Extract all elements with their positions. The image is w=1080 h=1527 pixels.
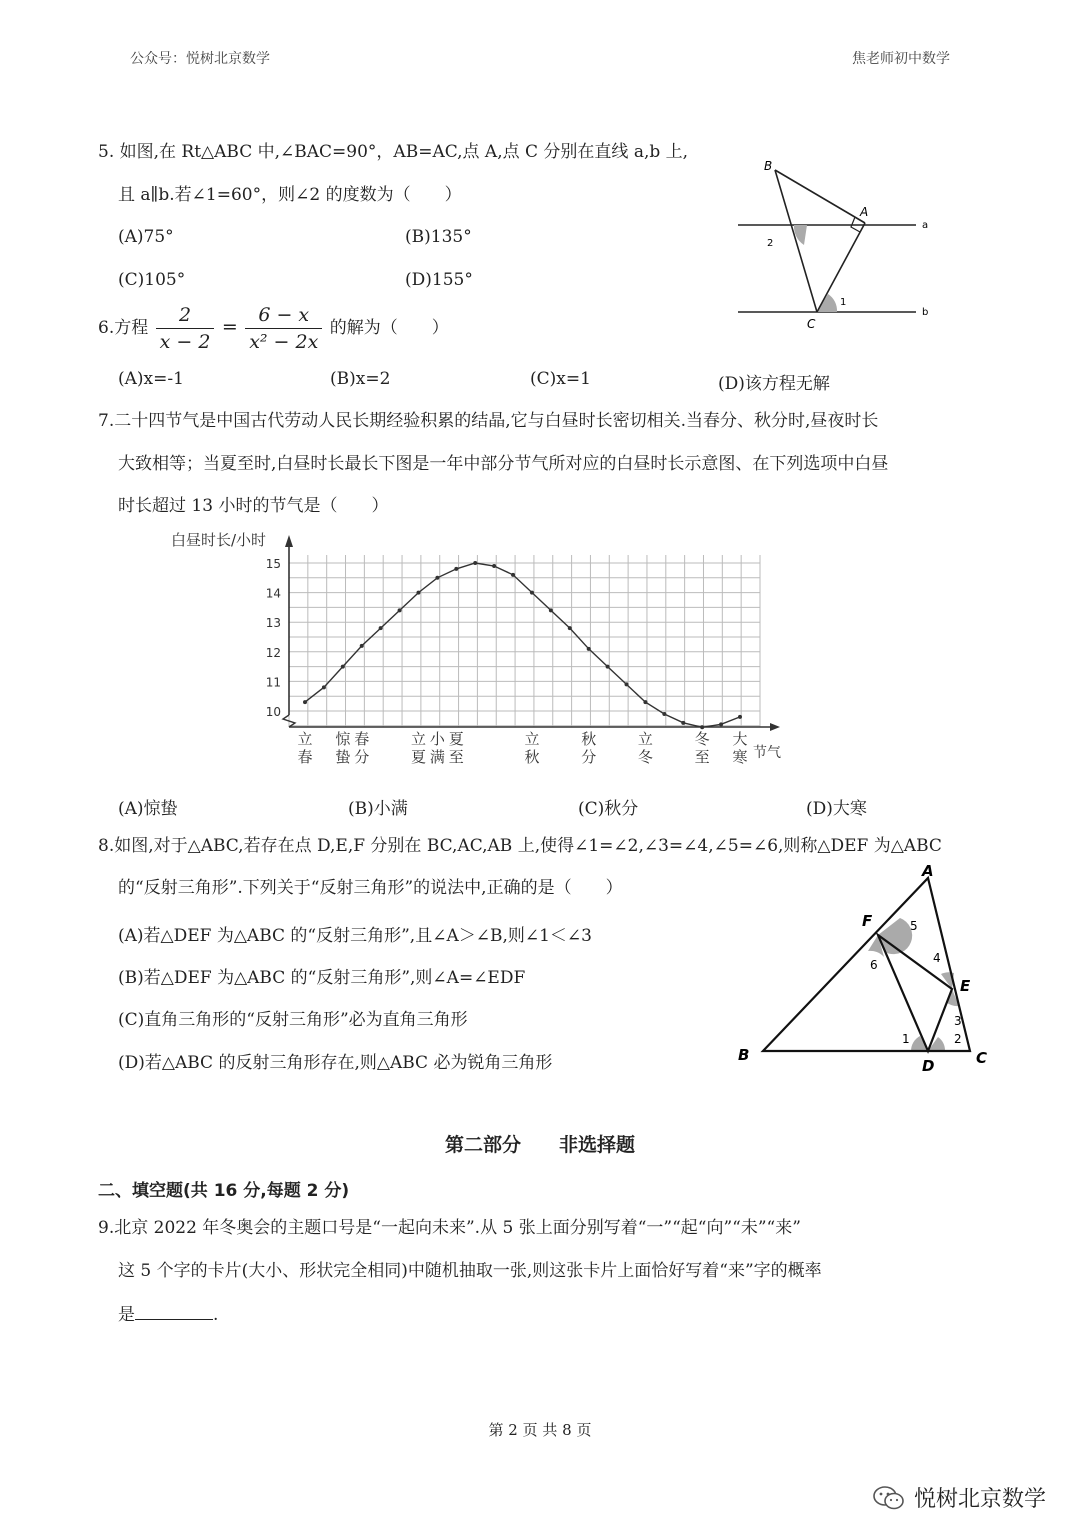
x-tick-label-top: 立 <box>524 730 540 748</box>
q7-line2: 大致相等；当夏至时,白昼时长最长下图是一年中部分节气所对应的白昼时长示意图、在下列选项中白昼 <box>118 454 889 474</box>
header-left: 公众号：悦树北京数学 <box>130 51 270 67</box>
label-angle2: 2 <box>767 238 774 249</box>
x-tick-label-bottom: 蛰 <box>335 748 351 766</box>
q8-line2: 的“反射三角形”.下列关于“反射三角形”的说法中,正确的是（ ） <box>118 878 623 898</box>
data-point <box>662 712 666 716</box>
label-n4: 4 <box>933 951 941 965</box>
q6-prefix: 6.方程 <box>98 318 149 338</box>
x-tick-label-bottom: 至 <box>694 748 710 766</box>
x-tick-label-top: 小 <box>429 730 445 748</box>
q7-option-b: (B)小满 <box>348 799 408 819</box>
q9-line1: 9.北京 2022 年冬奥会的主题口号是“一起向未来”.从 5 张上面分别写着“一”“起“向”“未”“来” <box>98 1218 801 1238</box>
x-tick-label-top: 立 <box>410 730 426 748</box>
chart-ylabel: 白昼时长/小时 <box>171 531 267 549</box>
data-point <box>492 564 496 568</box>
q8-option-d: (D)若△ABC 的反射三角形存在,则△ABC 必为锐角三角形 <box>118 1053 553 1073</box>
x-tick-label-top: 立 <box>297 730 313 748</box>
q8-line1: 8.如图,对于△ABC,若存在点 D,E,F 分别在 BC,AC,AB 上,使得∠1=∠2,∠3=∠4,∠5=∠6,则称△DEF 为△ABC <box>98 836 942 856</box>
label-c: C <box>807 317 816 331</box>
q6-option-d: (D)该方程无解 <box>718 374 830 394</box>
x-tick-label-top: 春 <box>354 730 370 748</box>
q5-option-a: (A)75° <box>118 227 174 247</box>
q6-equals: = <box>221 316 238 338</box>
q5-line1: 5. 如图,在 Rt△ABC 中,∠BAC=90°，AB=AC,点 A,点 C 分别在直线 a,b 上, <box>98 142 689 162</box>
brand-watermark <box>872 1482 1046 1513</box>
data-point <box>625 682 629 686</box>
q5-option-c: (C)105° <box>118 270 186 290</box>
chart-xlabel: 节气 <box>753 745 781 761</box>
q9-line3-end: . <box>213 1305 219 1325</box>
q8-option-c: (C)直角三角形的“反射三角形”必为直角三角形 <box>118 1010 468 1030</box>
x-axis-arrow <box>770 723 780 731</box>
label-a: A <box>922 862 934 880</box>
x-tick-label-top: 秋 <box>581 730 597 748</box>
data-point <box>530 591 534 595</box>
y-tick-label: 10 <box>265 705 281 719</box>
q9-line2: 这 5 个字的卡片(大小、形状完全相同)中随机抽取一张,则这张卡片上面恰好写着“来”字的概率 <box>118 1261 822 1281</box>
data-point <box>398 608 402 612</box>
x-tick-label-top: 夏 <box>448 730 464 748</box>
label-e: E <box>960 977 971 995</box>
q6-lhs-num: 2 <box>156 304 215 329</box>
label-n5: 5 <box>910 919 918 933</box>
x-tick-label-bottom: 寒 <box>732 748 748 766</box>
q7-option-c: (C)秋分 <box>578 799 639 819</box>
data-point <box>454 567 458 571</box>
data-point <box>700 725 704 729</box>
q7-line1: 7.二十四节气是中国古代劳动人民长期经验积累的结晶,它与白昼时长密切相关.当春分、秋分时,昼夜时长 <box>98 411 879 431</box>
q8-figure <box>730 858 1000 1080</box>
q8-option-b: (B)若△DEF 为△ABC 的“反射三角形”,则∠A=∠EDF <box>118 968 526 988</box>
data-point <box>473 561 477 565</box>
chart-points <box>303 561 742 729</box>
y-axis-arrow <box>285 535 293 547</box>
y-tick-label: 12 <box>265 645 281 660</box>
chart-grid <box>289 555 760 727</box>
x-tick-label-bottom: 分 <box>581 748 597 766</box>
q5-figure <box>720 150 960 335</box>
y-tick-label: 15 <box>265 557 281 571</box>
x-tick-label-top: 立 <box>637 730 653 748</box>
q6-lhs-fraction <box>156 304 215 353</box>
label-line-b: b <box>922 307 929 318</box>
daylight-curve <box>305 563 740 727</box>
q6-rhs-num: 6 − x <box>245 304 322 329</box>
angle1-mark <box>817 294 837 312</box>
data-point <box>681 721 685 725</box>
q7-option-d: (D)大寒 <box>806 799 867 819</box>
wechat-icon <box>872 1485 906 1511</box>
q9-answer-blank <box>135 1303 213 1320</box>
data-point <box>322 685 326 689</box>
data-point <box>511 573 515 577</box>
part2-subtitle: 二、填空题(共 16 分,每题 2 分) <box>98 1181 350 1201</box>
x-tick-label-top: 冬 <box>694 730 710 748</box>
data-point <box>719 722 723 726</box>
chart-x-ticks <box>297 730 747 766</box>
label-line-a: a <box>922 220 929 231</box>
q7-option-a: (A)惊蛰 <box>118 799 178 819</box>
x-tick-label-bottom: 冬 <box>637 748 653 766</box>
label-n1: 1 <box>902 1032 910 1046</box>
data-point <box>303 700 307 704</box>
q5-line2: 且 a∥b.若∠1=60°，则∠2 的度数为（ ） <box>118 185 462 205</box>
label-c: C <box>976 1049 988 1067</box>
label-b: B <box>738 1046 750 1064</box>
y-tick-label: 14 <box>265 586 281 601</box>
q6-rhs-den: x² − 2x <box>249 331 319 353</box>
q6-option-c: (C)x=1 <box>530 369 591 389</box>
label-b: B <box>764 159 773 173</box>
data-point <box>643 700 647 704</box>
q6-rhs-fraction <box>245 304 322 353</box>
q6-option-a: (A)x=-1 <box>118 369 184 389</box>
q5-option-d: (D)155° <box>405 270 473 290</box>
data-point <box>379 626 383 630</box>
part2-title: 第二部分 非选择题 <box>444 1134 635 1156</box>
label-d: D <box>922 1057 935 1075</box>
label-n3: 3 <box>954 1014 962 1028</box>
x-tick-label-bottom: 秋 <box>524 748 540 766</box>
brand-watermark-text: 悦树北京数学 <box>913 1487 1046 1512</box>
label-a-vertex: A <box>860 205 869 219</box>
data-point <box>360 644 364 648</box>
x-tick-label-top: 惊 <box>335 730 351 748</box>
chart-axes <box>283 535 780 731</box>
x-tick-label-bottom: 满 <box>429 748 445 766</box>
q6-option-b: (B)x=2 <box>330 369 391 389</box>
data-point <box>587 647 591 651</box>
data-point <box>606 665 610 669</box>
q5-option-b: (B)135° <box>405 227 472 247</box>
x-tick-label-bottom: 春 <box>297 748 313 766</box>
data-point <box>738 715 742 719</box>
data-point <box>416 591 420 595</box>
x-tick-label-top: 大 <box>732 730 748 748</box>
data-point <box>568 626 572 630</box>
q7-line3: 时长超过 13 小时的节气是（ ） <box>118 496 389 516</box>
q9-line3 <box>118 1303 218 1325</box>
data-point <box>341 665 345 669</box>
y-tick-label: 13 <box>265 616 281 631</box>
q9-line3-text: 是 <box>118 1305 135 1325</box>
x-tick-label-bottom: 分 <box>354 748 370 766</box>
x-tick-label-bottom: 至 <box>448 748 464 766</box>
label-angle1: 1 <box>840 297 847 308</box>
q8-option-a: (A)若△DEF 为△ABC 的“反射三角形”,且∠A＞∠B,则∠1＜∠3 <box>118 926 592 946</box>
q6-line <box>98 304 449 353</box>
label-n6: 6 <box>870 958 878 972</box>
data-point <box>549 608 553 612</box>
data-point <box>435 576 439 580</box>
daylight-chart <box>165 525 805 785</box>
label-n2: 2 <box>954 1032 962 1046</box>
y-tick-label: 11 <box>265 675 281 690</box>
q6-suffix: 的解为（ ） <box>329 318 449 338</box>
header-right: 焦老师初中数学 <box>852 51 950 67</box>
label-f: F <box>862 912 873 930</box>
x-tick-label-bottom: 夏 <box>410 748 426 766</box>
chart-y-ticks <box>266 557 281 719</box>
page-number: 第 2 页 共 8 页 <box>488 1421 592 1439</box>
q6-lhs-den: x − 2 <box>159 331 211 353</box>
